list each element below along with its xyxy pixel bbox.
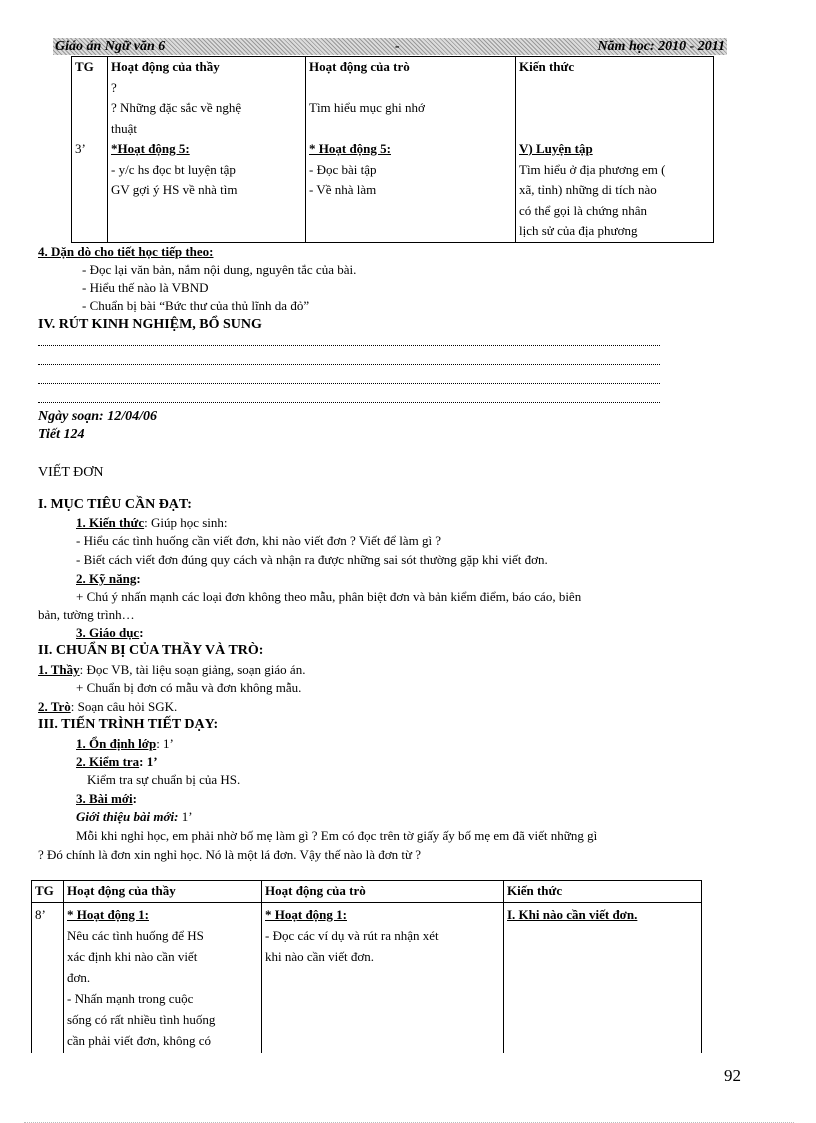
- kien-thuc-label: 1. Kiến thức: [76, 515, 145, 530]
- ky-nang-line: [76, 570, 141, 588]
- lesson-title: VIẾT ĐƠN: [38, 465, 104, 480]
- table-cell: [72, 201, 108, 222]
- table-cell: [306, 221, 516, 242]
- table-cell: *Hoạt động 5:: [108, 139, 306, 160]
- table-cell: 3’: [72, 139, 108, 160]
- intro-paragraph: Mỗi khi nghỉ học, em phải nhờ bố mẹ làm gì ? Em có đọc trên tờ giấy ấy bố mẹ em đã viết những gì: [76, 828, 598, 843]
- gioi-thieu-rest: 1’: [178, 809, 193, 824]
- table-cell: V) Luyện tập: [516, 139, 714, 160]
- table-row: [72, 221, 714, 242]
- table-cell: [516, 98, 714, 119]
- table-cell: xã, tỉnh) những di tích nào: [516, 180, 714, 201]
- table-cell: GV gợi ý HS về nhà tìm: [108, 180, 306, 201]
- header-left: Giáo án Ngữ văn 6: [55, 39, 166, 54]
- activity-table-continued: [71, 56, 714, 243]
- kiem-tra-label: 2. Kiểm tra: [76, 754, 140, 769]
- kiem-tra-text: Kiểm tra sự chuẩn bị của HS.: [87, 772, 241, 787]
- table-cell: thuật: [108, 119, 306, 140]
- cell-line: - Nhấn mạnh trong cuộc: [67, 990, 194, 1006]
- table-row: [72, 139, 714, 160]
- section-iii-title: III. TIẾN TRÌNH TIẾT DẠY:: [38, 717, 219, 732]
- tro-label: 2. Trò: [38, 699, 71, 714]
- header-tg: TG: [32, 881, 64, 903]
- page-header: [53, 38, 727, 55]
- bai-moi-rest: :: [132, 791, 138, 806]
- table-cell: [72, 180, 108, 201]
- table-row: [72, 201, 714, 222]
- table-cell: - y/c hs đọc bt luyện tập: [108, 160, 306, 181]
- table-cell: Hoạt động của trò: [306, 57, 516, 78]
- table-cell: có thể gọi là chứng nhân: [516, 201, 714, 222]
- header-kien-thuc: Kiến thức: [504, 881, 702, 903]
- table-cell: [306, 78, 516, 99]
- dotted-line: [38, 382, 660, 384]
- on-dinh-line: [76, 735, 174, 753]
- tro-rest: : Soạn câu hỏi SGK.: [70, 699, 178, 714]
- cell-line: I. Khi nào cần viết đơn.: [507, 906, 638, 922]
- kien-thuc-item: - Biết cách viết đơn đúng quy cách và nhận ra được những sai sót thường gặp khi viết đơn.: [76, 552, 548, 567]
- ky-nang-label: 2. Kỹ năng: [76, 571, 137, 586]
- giao-duc-line: [76, 624, 144, 642]
- section-4-item: - Chuẩn bị bài “Bức thư của thủ lĩnh da đỏ”: [82, 298, 310, 313]
- table-row: [72, 78, 714, 99]
- cell-line: Nêu các tình huống để HS: [67, 927, 204, 943]
- cell-line: cần phải viết đơn, không có: [67, 1032, 212, 1048]
- table-cell: * Hoạt động 5:: [306, 139, 516, 160]
- table-cell: [306, 201, 516, 222]
- table-cell: Hoạt động của thầy: [108, 57, 306, 78]
- table-cell: lịch sử của địa phương: [516, 221, 714, 242]
- table-row: [72, 119, 714, 140]
- cell-tro: [262, 902, 504, 1053]
- intro-paragraph-cont: ? Đó chính là đơn xin nghỉ học. Nó là một lá đơn. Vậy thế nào là đơn từ ?: [38, 847, 422, 862]
- tro-line: [38, 698, 177, 716]
- table-cell: [72, 221, 108, 242]
- cell-tg: 8’: [32, 902, 64, 1053]
- table-cell: Kiến thức: [516, 57, 714, 78]
- tiet: Tiết 124: [38, 427, 85, 442]
- section-iv-title: IV. RÚT KINH NGHIỆM, BỔ SUNG: [38, 317, 262, 332]
- kiem-tra-line: [76, 753, 158, 771]
- table-cell: ? Những đặc sắc về nghệ: [108, 98, 306, 119]
- header-right: Năm học: 2010 - 2011: [597, 39, 725, 54]
- kien-thuc-rest: : Giúp học sinh:: [144, 515, 228, 530]
- table-cell: Tìm hiểu ở địa phương em (: [516, 160, 714, 181]
- ngay-soan: Ngày soạn: 12/04/06: [38, 409, 157, 424]
- table-cell: ?: [108, 78, 306, 99]
- header-center: -: [395, 39, 400, 54]
- section-i-title-text: I. MỤC TIÊU CẦN ĐẠT:: [38, 497, 192, 512]
- giao-duc-rest: :: [139, 625, 144, 640]
- table-cell: [108, 201, 306, 222]
- section-4-item: - Đọc lại văn bản, nắm nội dung, nguyên tắc của bài.: [82, 262, 357, 277]
- table-row: [72, 98, 714, 119]
- cell-line: khi nào cần viết đơn.: [265, 948, 375, 964]
- header-tro: Hoạt động của trò: [262, 881, 504, 903]
- table-cell: [306, 119, 516, 140]
- table-row: [72, 57, 714, 78]
- cell-line: đơn.: [67, 969, 91, 985]
- ky-nang-rest: :: [136, 571, 141, 586]
- table-cell: [72, 98, 108, 119]
- ky-nang-item-cont: bản, tường trình…: [38, 607, 135, 622]
- dotted-line: [38, 344, 660, 346]
- section-4-title: 4. Dặn dò cho tiết học tiếp theo:: [38, 244, 214, 259]
- table-cell: - Đọc bài tập: [306, 160, 516, 181]
- dotted-line: [38, 363, 660, 365]
- cell-line: * Hoạt động 1:: [67, 906, 149, 922]
- cell-line: - Đọc các ví dụ và rút ra nhận xét: [265, 927, 439, 943]
- table-cell: Tìm hiểu mục ghi nhớ: [306, 98, 516, 119]
- page-number: 92: [724, 1066, 741, 1085]
- kien-thuc-line: [76, 514, 228, 532]
- gioi-thieu-line: [76, 808, 193, 826]
- bai-moi-label: 3. Bài mới: [76, 791, 133, 806]
- cell-line: * Hoạt động 1:: [265, 906, 347, 922]
- table-cell: TG: [72, 57, 108, 78]
- table-cell: [516, 119, 714, 140]
- activity-table: [31, 880, 702, 1053]
- gioi-thieu-label: Giới thiệu bài mới:: [76, 809, 179, 824]
- thay-label: 1. Thầy: [38, 662, 80, 677]
- thay-rest: : Đọc VB, tài liệu soạn giảng, soạn giáo án.: [79, 662, 306, 677]
- on-dinh-rest: : 1’: [156, 736, 174, 751]
- section-4-item: - Hiểu thế nào là VBND: [82, 280, 209, 295]
- table-cell: - Về nhà làm: [306, 180, 516, 201]
- bai-moi-line: [76, 790, 137, 808]
- section-i-title: [38, 496, 192, 514]
- section-ii-title: II. CHUẨN BỊ CỦA THẦY VÀ TRÒ:: [38, 643, 264, 658]
- thay-item: + Chuẩn bị đơn có mẫu và đơn không mẫu.: [76, 680, 302, 695]
- table-cell: [72, 160, 108, 181]
- giao-duc-label: 3. Giáo dục: [76, 625, 140, 640]
- cell-line: sống có rất nhiều tình huống: [67, 1011, 216, 1027]
- table-cell: [72, 119, 108, 140]
- header-thay: Hoạt động của thầy: [64, 881, 262, 903]
- on-dinh-label: 1. Ổn định lớp: [76, 736, 157, 751]
- table-row: [72, 180, 714, 201]
- thay-line: [38, 661, 305, 679]
- table-cell: [72, 78, 108, 99]
- cell-kien-thuc: [504, 902, 702, 1053]
- table-row: [72, 160, 714, 181]
- cell-thay: [64, 902, 262, 1053]
- kien-thuc-item: - Hiểu các tình huống cần viết đơn, khi nào viết đơn ? Viết để làm gì ?: [76, 533, 442, 548]
- kiem-tra-rest: : 1’: [139, 754, 158, 769]
- cell-line: xác định khi nào cần viết: [67, 948, 198, 964]
- dotted-line: [38, 401, 660, 403]
- ky-nang-item: + Chú ý nhấn mạnh các loại đơn không theo mẫu, phân biệt đơn và bản kiểm điểm, báo cáo, biên: [76, 589, 582, 604]
- table-cell: [516, 78, 714, 99]
- table-cell: [108, 221, 306, 242]
